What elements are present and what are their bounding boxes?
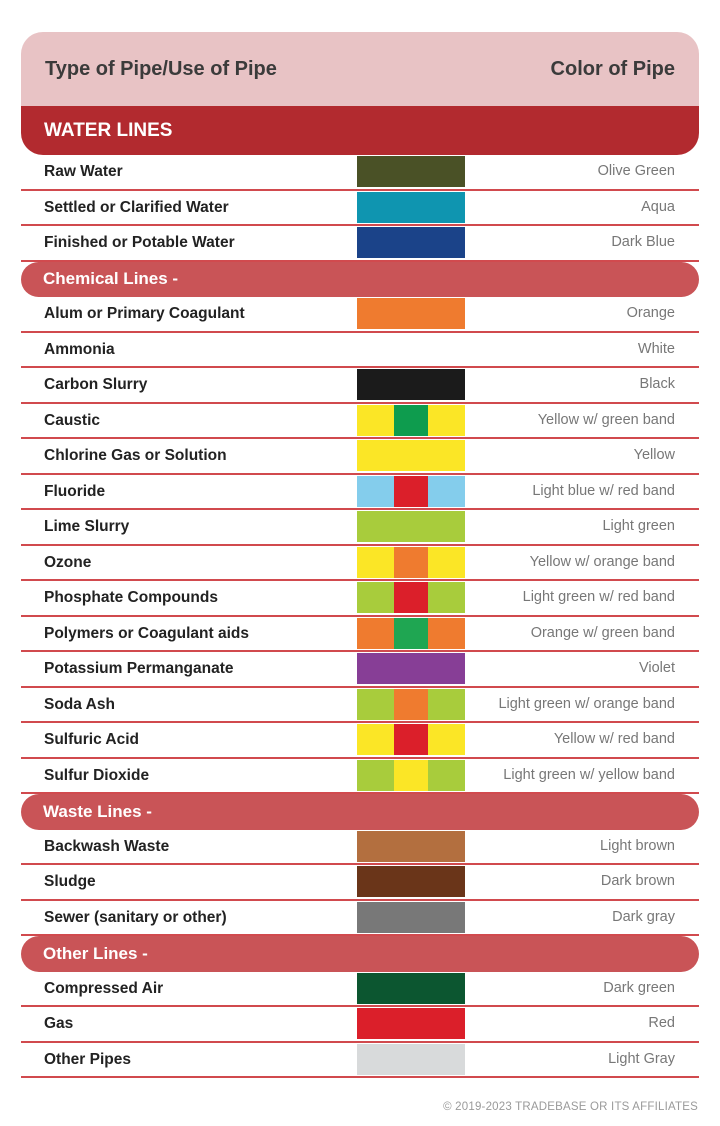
swatch-fill bbox=[357, 973, 465, 1004]
color-swatch bbox=[357, 1008, 465, 1039]
swatch-base-right bbox=[428, 547, 465, 578]
pipe-color-name: Orange w/ green band bbox=[530, 624, 675, 641]
copyright-footer: © 2019-2023 TRADEBASE OR ITS AFFILIATES bbox=[443, 1101, 698, 1113]
pipe-type-label: Raw Water bbox=[44, 163, 123, 180]
pipe-color-name: Dark Blue bbox=[611, 234, 675, 250]
swatch-band bbox=[394, 547, 428, 578]
color-swatch bbox=[357, 369, 465, 400]
color-swatch bbox=[357, 405, 465, 436]
swatch-band bbox=[394, 582, 428, 613]
pipe-color-name: Light brown bbox=[600, 837, 675, 854]
swatch-base-left bbox=[357, 547, 394, 578]
pipe-row bbox=[21, 226, 699, 262]
swatch-fill bbox=[357, 902, 465, 933]
section-header: Chemical Lines - bbox=[21, 262, 699, 298]
color-swatch bbox=[357, 440, 465, 471]
pipe-type-label: Alum or Primary Coagulant bbox=[44, 305, 245, 322]
pipe-color-name: Light Gray bbox=[608, 1050, 675, 1067]
color-swatch bbox=[357, 476, 465, 507]
swatch-base-right bbox=[428, 476, 465, 507]
pipe-row bbox=[21, 617, 699, 653]
swatch-base-left bbox=[357, 405, 394, 436]
pipe-row bbox=[21, 972, 699, 1008]
color-swatch bbox=[357, 298, 465, 329]
pipe-color-name: White bbox=[637, 340, 675, 357]
pipe-type-label: Ammonia bbox=[44, 340, 115, 358]
color-swatch bbox=[357, 547, 465, 578]
pipe-row bbox=[21, 759, 699, 795]
pipe-type-label: Chlorine Gas or Solution bbox=[44, 447, 227, 464]
pipe-row bbox=[21, 191, 699, 227]
pipe-row bbox=[21, 439, 699, 475]
swatch-fill bbox=[357, 369, 465, 400]
pipe-color-name: Light green w/ orange band bbox=[498, 695, 675, 712]
pipe-type-label: Lime Slurry bbox=[44, 518, 130, 535]
pipe-type-label: Phosphate Compounds bbox=[44, 589, 218, 606]
color-swatch bbox=[357, 902, 465, 933]
sections-container bbox=[21, 106, 699, 1078]
pipe-color-name: Aqua bbox=[641, 198, 675, 215]
pipe-color-name: Dark green bbox=[603, 979, 675, 996]
pipe-color-name: Yellow bbox=[633, 447, 675, 463]
pipe-type-label: Backwash Waste bbox=[44, 837, 170, 855]
swatch-base-left bbox=[357, 618, 394, 649]
pipe-row bbox=[21, 901, 699, 937]
pipe-color-chart bbox=[21, 32, 699, 1078]
pipe-type-label: Sewer (sanitary or other) bbox=[44, 908, 227, 926]
pipe-type-label: Compressed Air bbox=[44, 979, 164, 997]
color-swatch bbox=[357, 866, 465, 897]
pipe-color-name: Yellow w/ red band bbox=[553, 731, 675, 747]
pipe-row bbox=[21, 688, 699, 724]
pipe-row bbox=[21, 510, 699, 546]
pipe-row bbox=[21, 404, 699, 440]
color-swatch bbox=[357, 724, 465, 755]
pipe-type-label: Gas bbox=[44, 1015, 74, 1032]
color-swatch bbox=[357, 653, 465, 684]
swatch-fill bbox=[357, 1008, 465, 1039]
pipe-type-label: Sulfur Dioxide bbox=[44, 766, 150, 784]
pipe-type-label: Settled or Clarified Water bbox=[44, 198, 229, 216]
swatch-fill bbox=[357, 334, 465, 365]
pipe-type-label: Potassium Permanganate bbox=[44, 660, 234, 677]
swatch-band bbox=[394, 618, 428, 649]
type-column-header: Type of Pipe/Use of Pipe bbox=[45, 57, 277, 80]
swatch-fill bbox=[357, 653, 465, 684]
color-swatch bbox=[357, 156, 465, 187]
pipe-row bbox=[21, 1007, 699, 1043]
swatch-band bbox=[394, 724, 428, 755]
pipe-row bbox=[21, 333, 699, 369]
pipe-type-label: Sulfuric Acid bbox=[44, 731, 140, 748]
color-swatch bbox=[357, 511, 465, 542]
pipe-type-label: Carbon Slurry bbox=[44, 376, 148, 393]
pipe-type-label: Sludge bbox=[44, 873, 96, 890]
pipe-color-name: Yellow w/ orange band bbox=[529, 553, 675, 570]
swatch-base-left bbox=[357, 476, 394, 507]
pipe-color-name: Light blue w/ red band bbox=[532, 482, 675, 499]
swatch-fill bbox=[357, 831, 465, 862]
swatch-band bbox=[394, 476, 428, 507]
color-swatch bbox=[357, 831, 465, 862]
pipe-row bbox=[21, 475, 699, 511]
swatch-base-right bbox=[428, 582, 465, 613]
swatch-base-right bbox=[428, 724, 465, 755]
pipe-type-label: Caustic bbox=[44, 411, 100, 429]
pipe-row bbox=[21, 865, 699, 901]
color-swatch bbox=[357, 192, 465, 223]
swatch-fill bbox=[357, 156, 465, 187]
pipe-row bbox=[21, 1043, 699, 1079]
swatch-base-right bbox=[428, 405, 465, 436]
pipe-color-name: Dark gray bbox=[612, 908, 675, 925]
pipe-type-label: Polymers or Coagulant aids bbox=[44, 624, 249, 642]
pipe-row bbox=[21, 155, 699, 191]
pipe-row bbox=[21, 830, 699, 866]
swatch-fill bbox=[357, 511, 465, 542]
pipe-row bbox=[21, 546, 699, 582]
pipe-color-name: Yellow w/ green band bbox=[537, 411, 675, 428]
pipe-color-name: Orange bbox=[626, 305, 675, 321]
section-header: Waste Lines - bbox=[21, 794, 699, 830]
pipe-color-name: Light green w/ yellow band bbox=[503, 766, 675, 783]
pipe-type-label: Soda Ash bbox=[44, 695, 115, 713]
swatch-fill bbox=[357, 1044, 465, 1075]
swatch-fill bbox=[357, 227, 465, 258]
swatch-band bbox=[394, 405, 428, 436]
swatch-base-left bbox=[357, 760, 394, 791]
swatch-base-left bbox=[357, 582, 394, 613]
swatch-base-right bbox=[428, 618, 465, 649]
swatch-base-right bbox=[428, 760, 465, 791]
swatch-base-left bbox=[357, 689, 394, 720]
swatch-fill bbox=[357, 298, 465, 329]
color-swatch bbox=[357, 689, 465, 720]
pipe-type-label: Other Pipes bbox=[44, 1050, 131, 1068]
color-swatch bbox=[357, 227, 465, 258]
pipe-row bbox=[21, 652, 699, 688]
color-swatch bbox=[357, 973, 465, 1004]
pipe-color-name: Black bbox=[639, 376, 675, 392]
pipe-color-name: Dark brown bbox=[600, 873, 675, 889]
pipe-color-name: Violet bbox=[638, 660, 675, 676]
pipe-color-name: Light green bbox=[602, 518, 675, 534]
color-column-header: Color of Pipe bbox=[550, 57, 675, 80]
pipe-type-label: Fluoride bbox=[44, 482, 106, 500]
pipe-row bbox=[21, 723, 699, 759]
pipe-row bbox=[21, 297, 699, 333]
pipe-color-name: Olive Green bbox=[597, 163, 675, 179]
pipe-type-label: Ozone bbox=[44, 553, 92, 571]
pipe-row bbox=[21, 368, 699, 404]
pipe-row bbox=[21, 581, 699, 617]
swatch-fill bbox=[357, 866, 465, 897]
swatch-base-left bbox=[357, 724, 394, 755]
pipe-color-name: Red bbox=[648, 1015, 675, 1031]
color-swatch bbox=[357, 760, 465, 791]
color-swatch bbox=[357, 334, 465, 365]
color-swatch bbox=[357, 618, 465, 649]
section-header: WATER LINES bbox=[21, 106, 699, 155]
swatch-fill bbox=[357, 192, 465, 223]
pipe-type-label: Finished or Potable Water bbox=[44, 234, 235, 251]
section-header: Other Lines - bbox=[21, 936, 699, 972]
swatch-band bbox=[394, 689, 428, 720]
color-swatch bbox=[357, 582, 465, 613]
pipe-color-name: Light green w/ red band bbox=[522, 589, 675, 605]
swatch-base-right bbox=[428, 689, 465, 720]
chart-header bbox=[21, 32, 699, 106]
swatch-band bbox=[394, 760, 428, 791]
swatch-fill bbox=[357, 440, 465, 471]
color-swatch bbox=[357, 1044, 465, 1075]
